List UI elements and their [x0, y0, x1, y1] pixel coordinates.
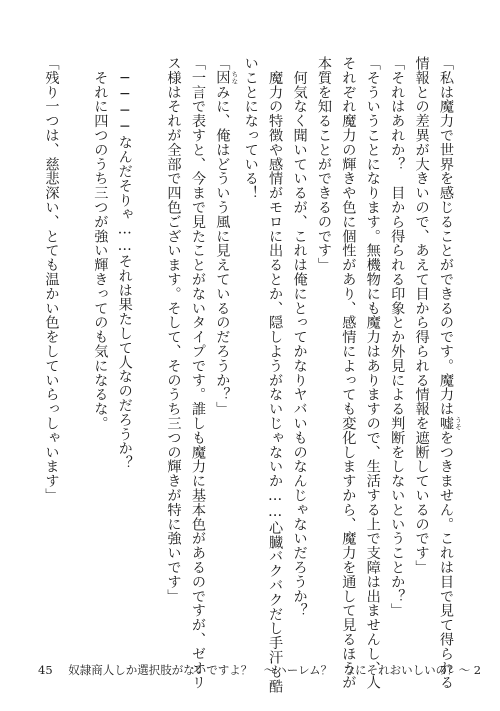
text-line [210, 56, 238, 646]
running-title: 奴隷商人しか選択肢がないですよ？ ～ハーレム？ なにそれおいしいの？～ 2 [68, 663, 482, 677]
text-line: 「それはあれか？ 目から得られる印象とか外見による判断をしないということか？」 [389, 56, 406, 618]
text-line: 本質を知ることができるのです」 [315, 56, 332, 272]
text-line: それぞれ魔力の輝きや色に個性があり、感情によっても変化しますから、魔力を通して見るほうが [340, 56, 357, 690]
furigana-ruby [438, 416, 462, 431]
text-line: 「残り一つは、慈悲深い、とても温かい色をしていらっしゃいます」 [43, 56, 60, 503]
ruby-base: 因 [214, 70, 231, 85]
ruby-reading: うそ [454, 416, 462, 431]
text-line-segment: をつきません。これは目で見て得られる [438, 430, 454, 690]
text-line [434, 56, 462, 690]
ruby-reading: ちな [230, 70, 239, 85]
text-line: 「そういうことになります。無機物にも魔力はありますので、生活する上で支障は出ませんし、人 [364, 56, 381, 690]
text-line: ス様はそれが全部で四色ございます。そして、そのうち三つの輝きが特に強いです」 [165, 56, 182, 604]
text-line: 何気なく聞いているが、これは俺にとってかなりヤバいものなんじゃないだろうか？ [291, 56, 308, 618]
text-line-segment: 「私は魔力で世界を感じることができるのです。魔力は [438, 56, 454, 416]
blank-line [137, 56, 161, 646]
text-line: 魔力の特徴や感情がモロに出るとか、隠しようがないじゃないか……心臓バクバクだし手汗も酷 [267, 56, 284, 694]
page-footer [38, 662, 481, 678]
furigana-ruby [214, 70, 239, 85]
blank-line [64, 56, 88, 646]
ruby-base: 嘘 [438, 416, 454, 431]
text-line: ────なんだそりゃ……それは果たして人なのだろうか？ [116, 56, 133, 470]
text-line: 「一言で表すと、今まで見たことがないタイプです。誰しも魔力に基本色があるのですが、ゼオリ [189, 56, 206, 690]
text-line: それに四つのうち三つが強い輝きってのも気になるな。 [92, 56, 109, 431]
text-line: 情報との差異が大きいので、あえて目から得られる情報を遮断しているのです」 [413, 56, 430, 575]
text-line: いことになっている！ [242, 56, 259, 200]
page-number: 45 [38, 663, 53, 677]
text-line-segment: みに、俺はどういう風に見えているのだろうか？」 [214, 84, 231, 417]
text-line-segment: 「 [214, 56, 231, 71]
